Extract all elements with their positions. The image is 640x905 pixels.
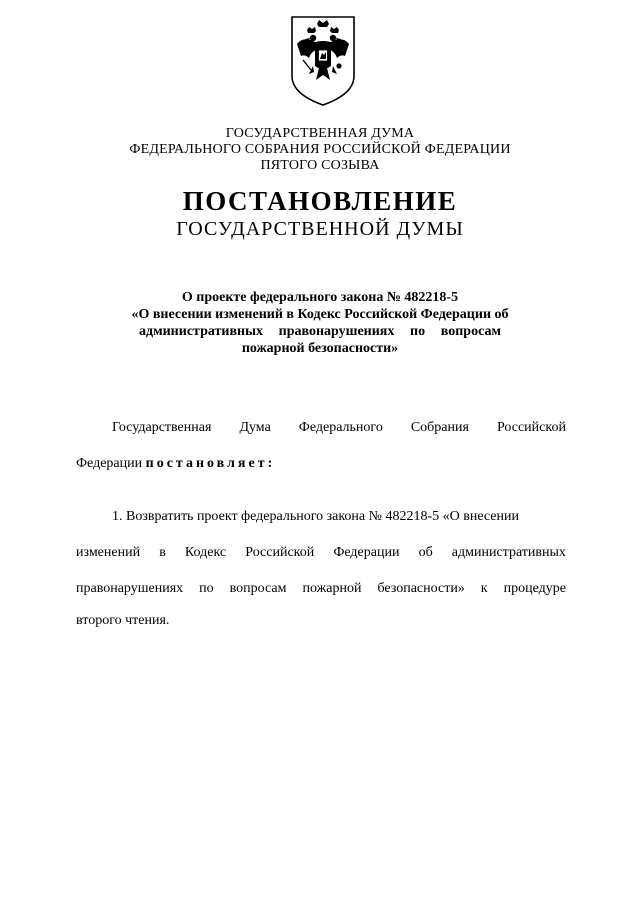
paragraph-word: к bbox=[480, 581, 488, 596]
subject-line-1: О проекте федерального закона № 482218-5 bbox=[181, 290, 459, 305]
paragraph-1-line-1: 1. Возвратить проект федерального закона № 482218-5 «О внесении bbox=[112, 509, 519, 524]
subject-word: административных bbox=[139, 324, 264, 339]
paragraph-word: административных bbox=[451, 545, 566, 560]
subject-line-2: «О внесении изменений в Кодекс Российской Федерации об bbox=[131, 307, 509, 322]
document-subtitle: ГОСУДАРСТВЕННОЙ ДУМЫ bbox=[176, 218, 464, 240]
coat-of-arms-icon bbox=[289, 14, 357, 108]
preamble-federation: Федерации bbox=[76, 456, 143, 471]
paragraph-word: процедуре bbox=[503, 581, 566, 596]
paragraph-word: в bbox=[159, 545, 166, 560]
paragraph-word: правонарушениях bbox=[76, 581, 184, 596]
subject-word: по bbox=[410, 324, 426, 339]
preamble-line-1 bbox=[112, 420, 566, 436]
paragraph-word: Российской bbox=[245, 545, 315, 560]
header-line-2: ФЕДЕРАЛЬНОГО СОБРАНИЯ РОССИЙСКОЙ ФЕДЕРАЦИИ bbox=[129, 142, 511, 157]
preamble-line-2 bbox=[76, 456, 275, 472]
paragraph-word: Федерации bbox=[333, 545, 400, 560]
paragraph-word: Кодекс bbox=[184, 545, 227, 560]
subject-word: вопросам bbox=[440, 324, 501, 339]
paragraph-word: по bbox=[199, 581, 214, 596]
paragraph-word: изменений bbox=[76, 545, 141, 560]
paragraph-1-line-4: второго чтения. bbox=[76, 613, 170, 628]
resolution-subject bbox=[110, 289, 530, 357]
preamble-word: Российской bbox=[496, 420, 566, 435]
paragraph-1-line-3 bbox=[76, 581, 566, 597]
subject-line-3 bbox=[139, 323, 501, 340]
preamble-word: Федерального bbox=[298, 420, 383, 435]
preamble-word: Собрания bbox=[410, 420, 469, 435]
preamble-word: Дума bbox=[239, 420, 271, 435]
paragraph-word: пожарной bbox=[302, 581, 362, 596]
paragraph-word: безопасности» bbox=[377, 581, 465, 596]
header-line-1: ГОСУДАРСТВЕННАЯ ДУМА bbox=[225, 126, 415, 141]
document-title: ПОСТАНОВЛЕНИЕ bbox=[182, 186, 458, 216]
subject-line-4: пожарной безопасности» bbox=[241, 341, 399, 356]
subject-word: правонарушениях bbox=[278, 324, 395, 339]
paragraph-1-line-2 bbox=[76, 545, 566, 561]
paragraph-word: вопросам bbox=[229, 581, 287, 596]
paragraph-word: об bbox=[418, 545, 433, 560]
header-line-3: ПЯТОГО СОЗЫВА bbox=[260, 158, 380, 173]
preamble-resolves: постановляет: bbox=[145, 456, 276, 471]
preamble-word: Государственная bbox=[112, 420, 212, 435]
